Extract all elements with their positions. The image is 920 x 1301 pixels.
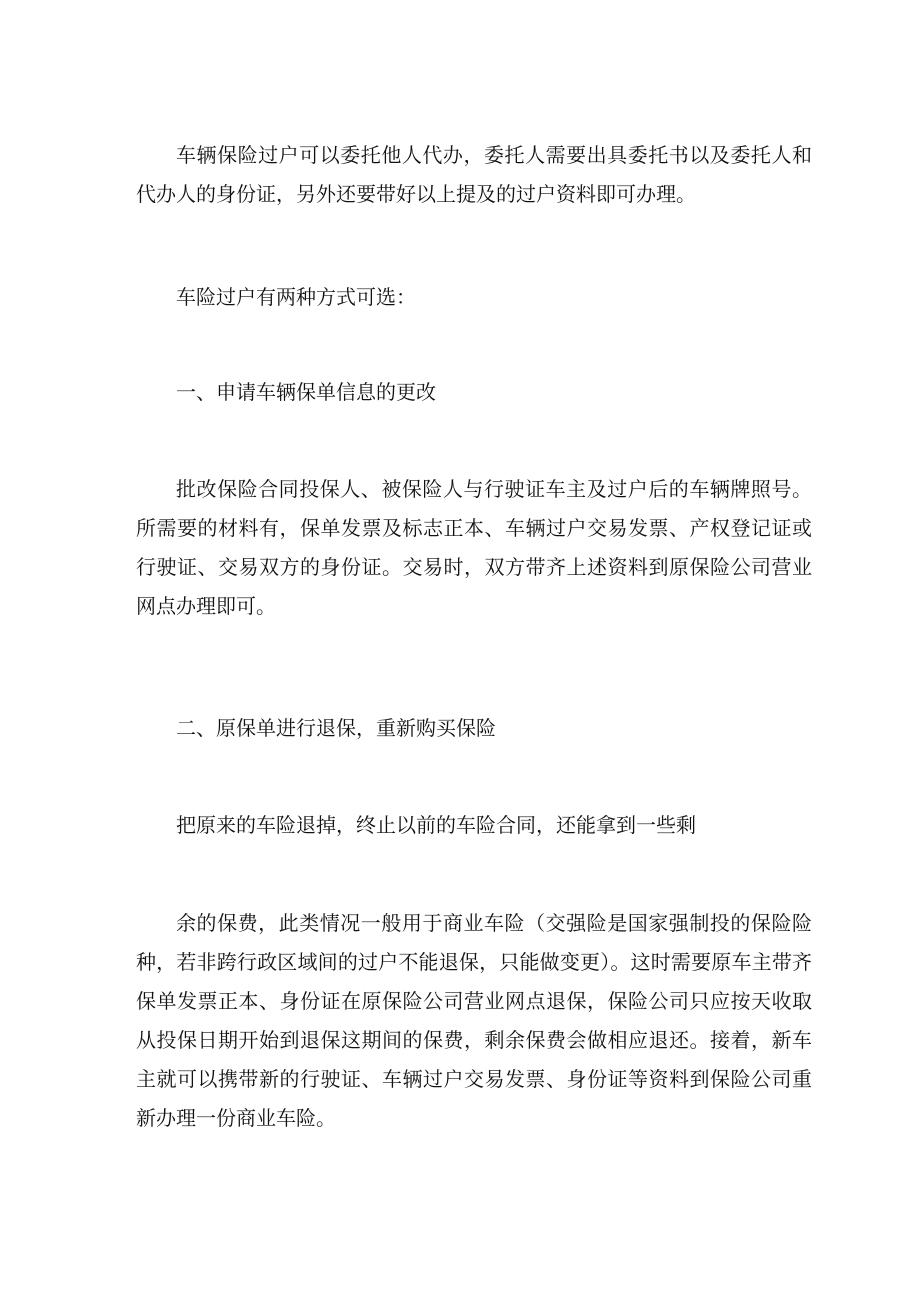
paragraph-method-two-intro: 把原来的车险退掉，终止以前的车险合同，还能拿到一些剩: [176, 813, 696, 837]
paragraph-method-one-details: 批改保险合同投保人、被保险人与行驶证车主及过户后的车辆牌照号。所需要的材料有，保单发票及标志正本、车辆过户交易发票、产权登记证或行驶证、交易双方的身份证。交易时，双方带齐上述资料到原保险公司营业网点办理即可。: [136, 477, 812, 618]
heading-method-one: 一、申请车辆保单信息的更改: [176, 380, 436, 404]
paragraph-two-methods: 车险过户有两种方式可选：: [176, 285, 416, 309]
paragraph-delegation: 车辆保险过户可以委托他人代办，委托人需要出具委托书以及委托人和代办人的身份证，另外还要带好以上提及的过户资料即可办理。: [136, 143, 812, 206]
heading-method-two: 二、原保单进行退保，重新购买保险: [176, 716, 496, 740]
paragraph-method-two-details: 余的保费，此类情况一般用于商业车险（交强险是国家强制投的保险险种，若非跨行政区域间的过户不能退保，只能做变更）。这时需要原车主带齐保单发票正本、身份证在原保险公司营业网点退保，保险公司只应按天收取从投保日期开始到退保这期间的保费，剩余保费会做相应退还。接着，新车主就可以携带新的行驶证、车辆过户交易发票、身份证等资料到保险公司重新办理一份商业车险。: [136, 911, 812, 1130]
